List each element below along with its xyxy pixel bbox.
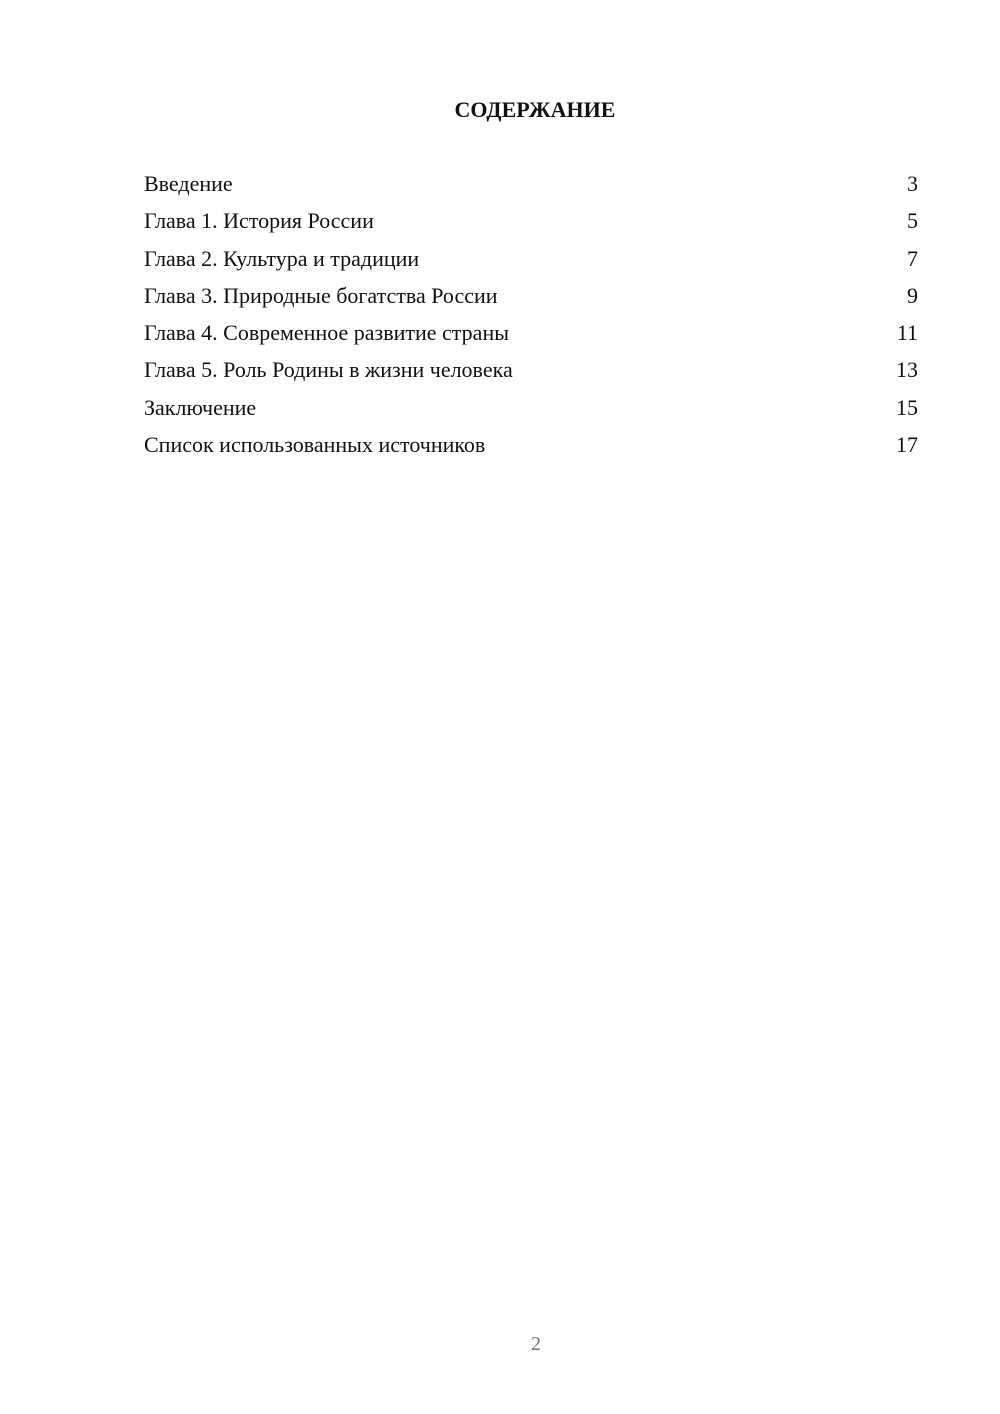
toc-entry-page: 15 <box>896 394 918 420</box>
toc-entry-introduction <box>144 169 918 206</box>
toc-entry-page: 17 <box>896 432 918 458</box>
toc-entry-label: Список использованных источников <box>144 432 486 458</box>
toc-entry-chapter-4 <box>144 318 918 355</box>
toc-entry-chapter-5 <box>144 355 918 392</box>
toc-entry-label: Введение <box>144 171 233 196</box>
toc-entry-label: Глава 3. Природные богатства России <box>144 282 498 308</box>
page-number: 2 <box>531 1333 541 1355</box>
toc-entry-label: Глава 1. История России <box>144 208 374 234</box>
page-title: СОДЕРЖАНИЕ <box>454 97 616 122</box>
toc-entry-page: 3 <box>907 171 918 196</box>
toc-entry-label: Глава 5. Роль Родины в жизни человека <box>144 357 513 383</box>
toc-entry-page: 13 <box>896 357 918 383</box>
table-of-contents <box>144 169 918 467</box>
toc-entry-label: Глава 4. Современное развитие страны <box>144 320 509 346</box>
toc-entry-chapter-1 <box>144 206 918 243</box>
toc-entry-chapter-2 <box>144 244 918 281</box>
toc-entry-page: 9 <box>907 282 918 308</box>
toc-entry-conclusion <box>144 393 918 430</box>
toc-entry-page: 5 <box>907 208 918 234</box>
toc-entry-references <box>144 430 918 467</box>
toc-entry-chapter-3 <box>144 281 918 318</box>
toc-entry-page: 7 <box>907 245 918 271</box>
toc-entry-label: Глава 2. Культура и традиции <box>144 245 420 271</box>
toc-entry-page: 11 <box>896 320 918 346</box>
toc-entry-label: Заключение <box>144 394 257 420</box>
